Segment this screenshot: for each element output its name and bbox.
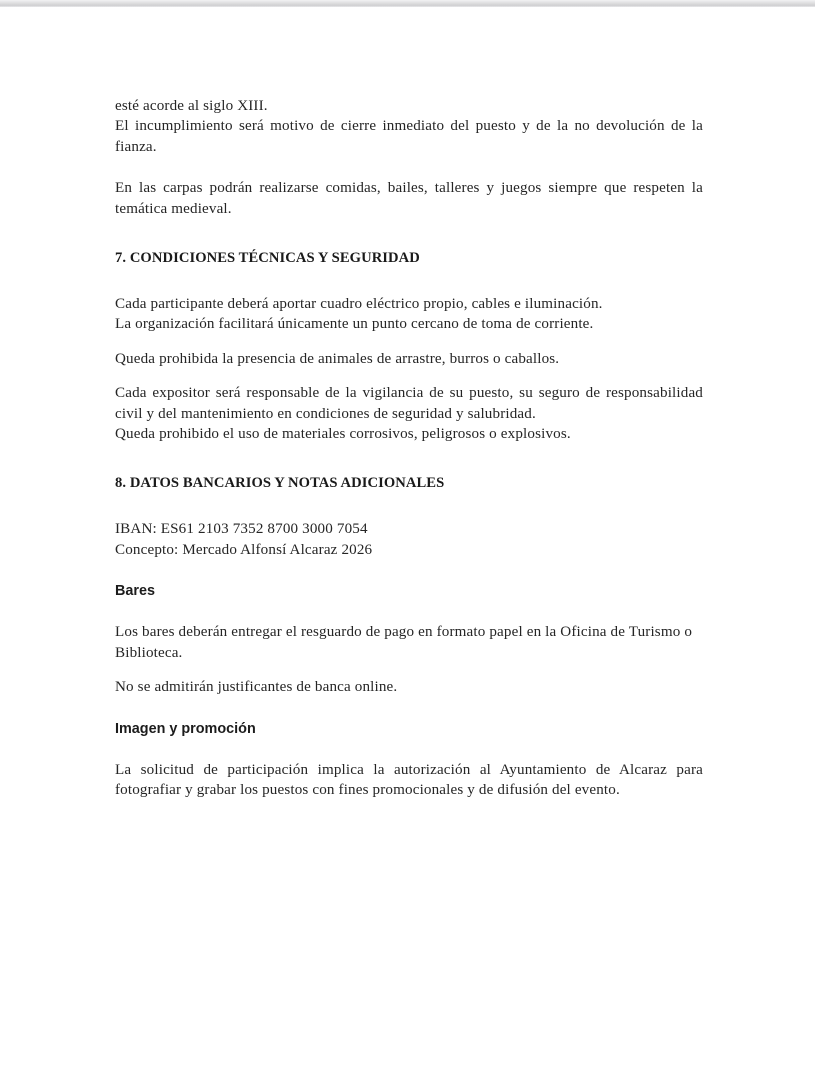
paragraph-bares-resguardo: Los bares deberán entregar el resguardo de pago en formato papel en la Oficina de Turismo o Biblioteca. [115,624,693,661]
paragraph-responsabilidad: Cada expositor será responsable de la vigilancia de su puesto, su seguro de responsabilidad civil y del mantenimiento en condiciones de seguridad y salubridad. Queda prohibido el uso de materiales corrosivos, peligrosos o explosivos. [115,385,703,443]
spacer [115,157,703,178]
spacer [115,444,703,473]
document-text-column [115,96,703,800]
spacer [115,560,703,581]
spacer [115,219,703,248]
paragraph-banca-online: No se admitirán justificantes de banca online. [115,679,398,696]
section-heading-7: 7. CONDICIONES TÉCNICAS Y SEGURIDAD [115,250,420,267]
paragraph-carpas: En las carpas podrán realizarse comidas, bailes, talleres y juegos siempre que respeten la temática medieval. [115,180,703,217]
paragraph-siglo-xiii: esté acorde al siglo XIII. El incumplimiento será motivo de cierre inmediato del puesto y de la no devolución de la fianza. [115,98,703,155]
sub-heading-imagen-promocion: Imagen y promoción [115,720,256,737]
spacer [115,369,703,383]
spacer [115,493,703,519]
document-page [0,7,815,1080]
sub-heading-bares: Bares [115,583,156,600]
spacer [115,663,703,677]
paragraph-autorizacion-imagen: La solicitud de participación implica la autorización al Ayuntamiento de Alcaraz para fotografiar y grabar los puestos con fines promocionales y de difusión del evento. [115,761,703,798]
spacer [115,335,703,349]
spacer [115,268,703,294]
viewer-top-strip [0,0,815,7]
spacer [115,739,703,760]
spacer [115,601,703,622]
spacer [115,698,703,719]
paragraph-cuadro-electrico: Cada participante deberá aportar cuadro eléctrico propio, cables e iluminación. La organización facilitará únicamente un punto cercano de toma de corriente. [115,296,603,333]
paragraph-animales: Queda prohibida la presencia de animales de arrastre, burros o caballos. [115,350,560,367]
paragraph-datos-bancarios: IBAN: ES61 2103 7352 8700 3000 7054 Concepto: Mercado Alfonsí Alcaraz 2026 [115,521,373,558]
section-heading-8: 8. DATOS BANCARIOS Y NOTAS ADICIONALES [115,475,445,492]
